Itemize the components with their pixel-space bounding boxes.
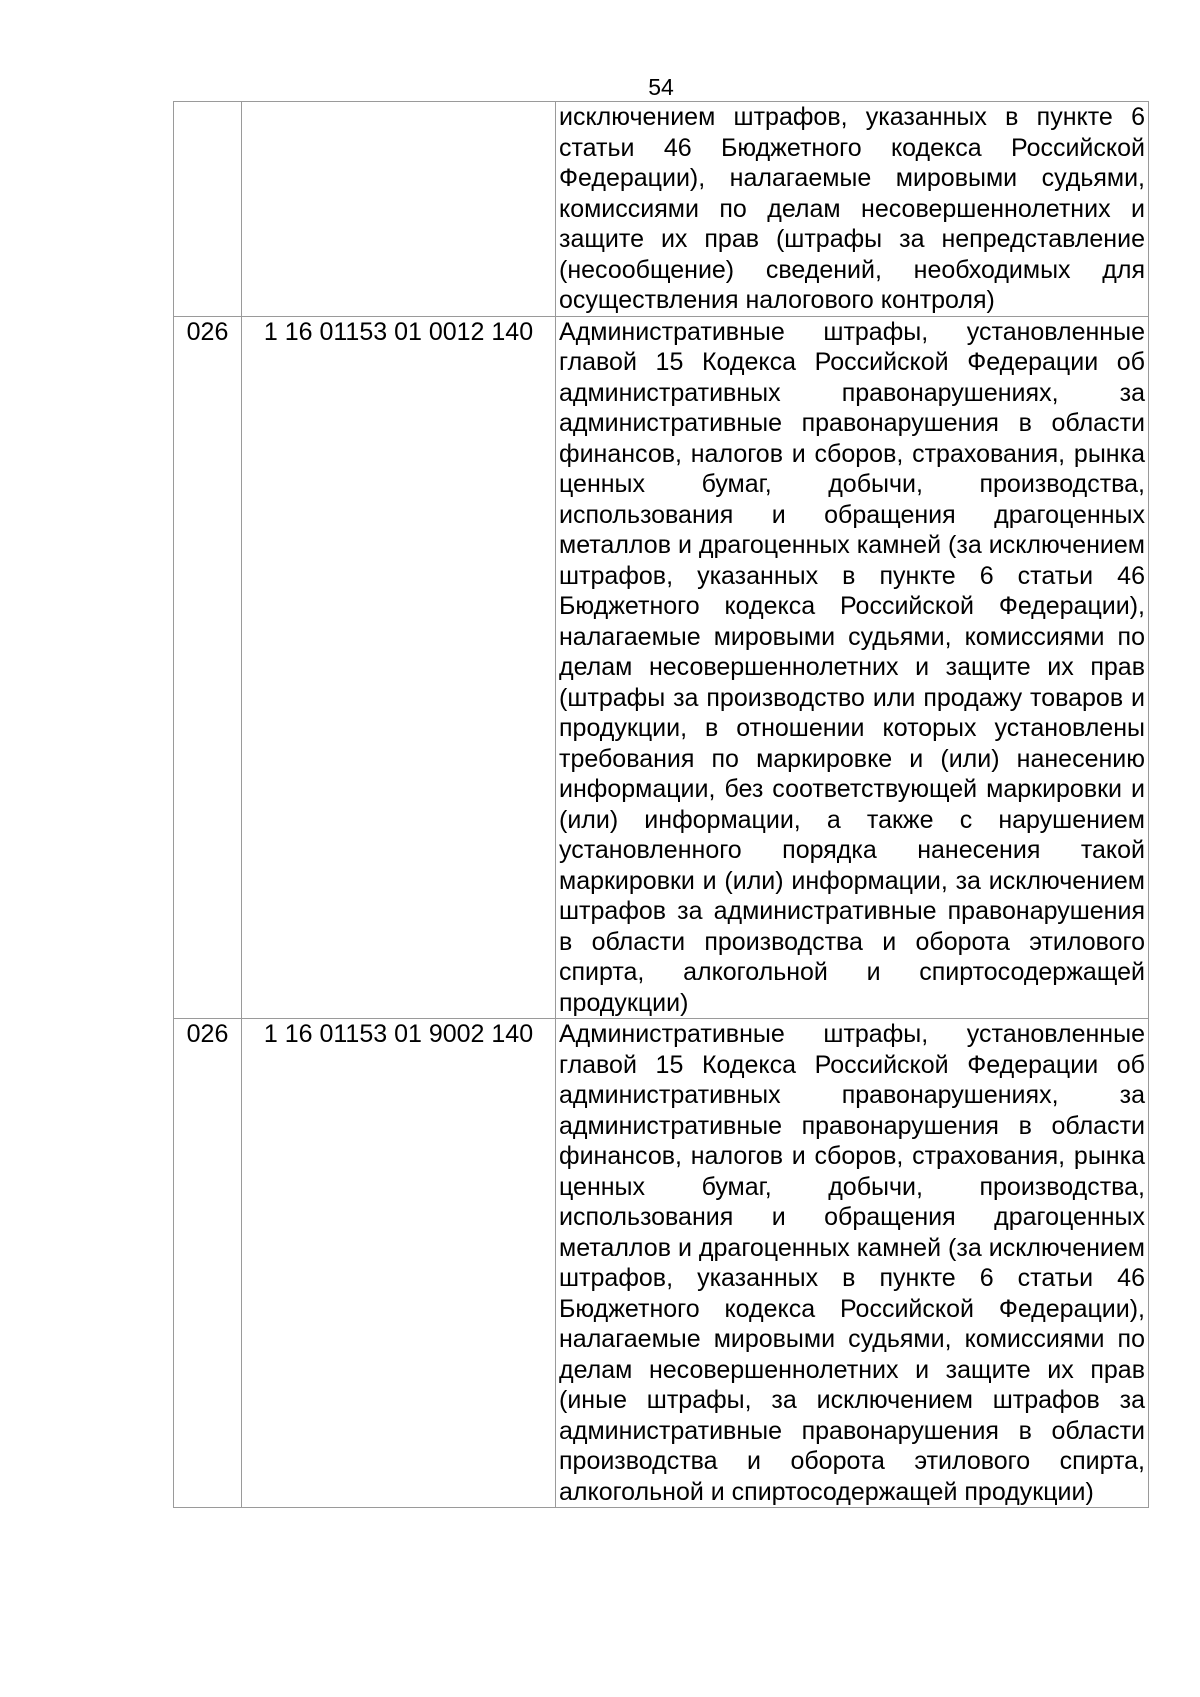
budget-codes-table: [173, 101, 1149, 1508]
kbk-code-cell: [242, 102, 556, 317]
kbk-code-cell: 1 16 01153 01 0012 140: [242, 316, 556, 1019]
admin-code-cell: 026: [174, 1019, 242, 1508]
table-row: [174, 102, 1149, 317]
description-cell: Административные штрафы, установленные главой 15 Кодекса Российской Федерации об административных правонарушениях, за административные правонарушения в области финансов, налогов и сборов, страхования, рынка ценных бумаг, добычи, производства, использования и обращения драгоценных металлов и драгоценных камней (за исключением штрафов, указанных в пункте 6 статьи 46 Бюджетного кодекса Российской Федерации), налагаемые мировыми судьями, комиссиями по делам несовершеннолетних и защите их прав (иные штрафы, за исключением штрафов за административные правонарушения в области производства и оборота этилового спирта, алкогольной и спиртосодержащей продукции): [556, 1019, 1149, 1508]
description-cell: Административные штрафы, установленные главой 15 Кодекса Российской Федерации об административных правонарушениях, за административные правонарушения в области финансов, налогов и сборов, страхования, рынка ценных бумаг, добычи, производства, использования и обращения драгоценных металлов и драгоценных камней (за исключением штрафов, указанных в пункте 6 статьи 46 Бюджетного кодекса Российской Федерации), налагаемые мировыми судьями, комиссиями по делам несовершеннолетних и защите их прав (штрафы за производство или продажу товаров и продукции, в отношении которых установлены требования по маркировке и (или) нанесению информации, без соответствующей маркировки и (или) информации, а также с нарушением установленного порядка нанесения такой маркировки и (или) информации, за исключением штрафов за административные правонарушения в области производства и оборота этилового спирта, алкогольной и спиртосодержащей продукции): [556, 316, 1149, 1019]
admin-code-cell: 026: [174, 316, 242, 1019]
table-row: [174, 1019, 1149, 1508]
table-row: [174, 316, 1149, 1019]
admin-code-cell: [174, 102, 242, 317]
page-number: 54: [648, 74, 674, 100]
kbk-code-cell: 1 16 01153 01 9002 140: [242, 1019, 556, 1508]
description-cell: исключением штрафов, указанных в пункте 6 статьи 46 Бюджетного кодекса Российской Федерации), налагаемые мировыми судьями, комиссиями по делам несовершеннолетних и защите их прав (штрафы за непредставление (несообщение) сведений, необходимых для осуществления налогового контроля): [556, 102, 1149, 317]
